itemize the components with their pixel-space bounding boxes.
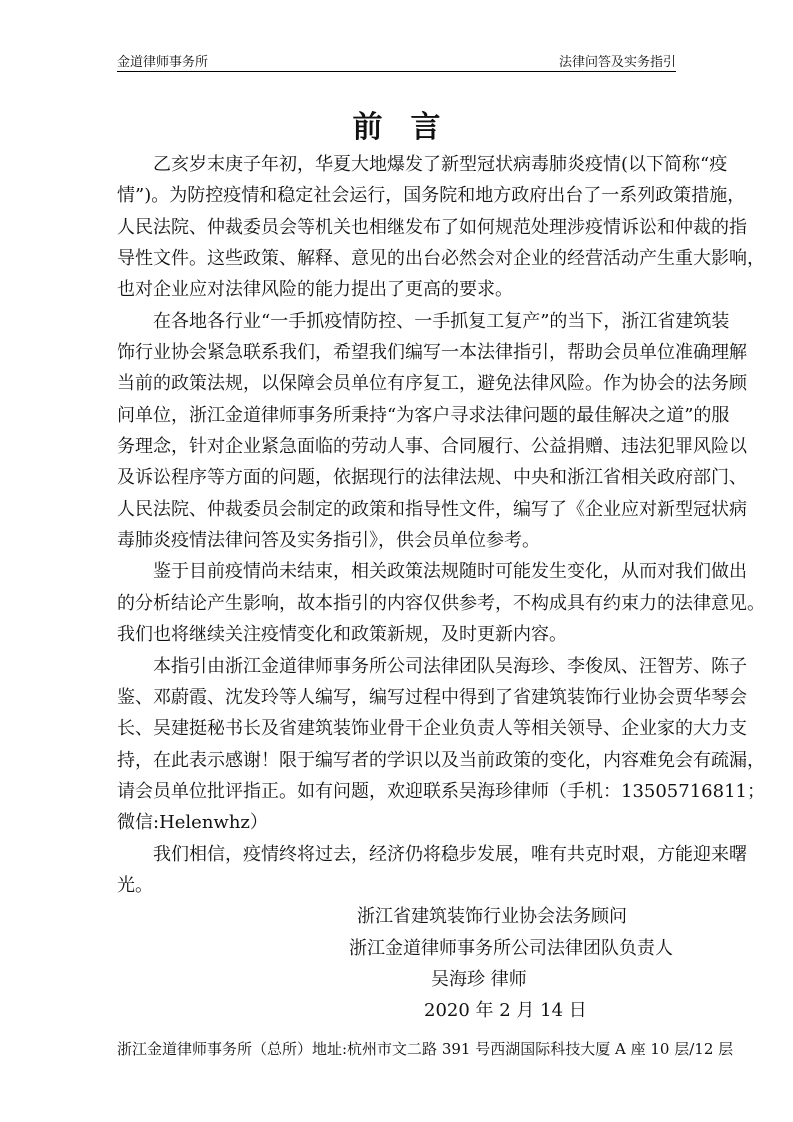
paragraph-line: 情”)。为防控疫情和稳定社会运行，国务院和地方政府出台了一系列政策措施， xyxy=(117,185,746,207)
paragraph xyxy=(117,556,765,650)
header-right: 法律问答及实务指引 xyxy=(558,55,676,70)
paragraph-line: 毒肺炎疫情法律问答及实务指引》，供会员单位参考。 xyxy=(117,530,540,552)
header-left: 金道律师事务所 xyxy=(117,55,209,70)
page-header xyxy=(117,52,676,72)
page-footer-address: 浙江金道律师事务所（总所）地址:杭州市文二路 391 号西湖国际科技大厦 A 座 10 层/12 层 xyxy=(117,1040,734,1058)
page-title: 前言 xyxy=(352,110,469,145)
paragraph xyxy=(117,839,747,902)
signature-date: 2020 年 2 月 14 日 xyxy=(424,1000,587,1022)
signature-name: 吴海珍 律师 xyxy=(431,968,527,990)
signature-team: 浙江金道律师事务所公司法律团队负责人 xyxy=(349,937,673,959)
paragraph-line: 人民法院、仲裁委员会制定的政策和指导性文件，编写了《企业应对新型冠状病 xyxy=(117,498,747,520)
paragraph-line: 问单位，浙江金道律师事务所秉持“为客户寻求法律问题的最佳解决之道”的服 xyxy=(117,404,730,426)
paragraph-line: 持，在此表示感谢！限于编写者的学识以及当前政策的变化，内容难免会有疏漏， xyxy=(117,749,765,771)
paragraph-line: 人民法院、仲裁委员会等机关也相继发布了如何规范处理涉疫情诉讼和仲裁的指 xyxy=(117,216,747,238)
paragraph-line: 我们也将继续关注疫情变化和政策新规，及时更新内容。 xyxy=(117,624,567,646)
paragraph-line: 饰行业协会紧急联系我们，希望我们编写一本法律指引，帮助会员单位准确理解 xyxy=(117,342,747,364)
document-body xyxy=(117,149,765,1027)
paragraph-line: 鉴于目前疫情尚未结束，相关政策法规随时可能发生变化，从而对我们做出 xyxy=(153,561,747,583)
paragraph-line: 乙亥岁末庚子年初，华夏大地爆发了新型冠状病毒肺炎疫情(以下简称“疫 xyxy=(153,154,728,175)
paragraph-line: 本指引由浙江金道律师事务所公司法律团队吴海珍、李俊凤、汪智芳、陈子 xyxy=(153,655,747,677)
paragraph-line: 导性文件。这些政策、解释、意见的出台必然会对企业的经营活动产生重大影响， xyxy=(117,248,765,270)
paragraph-line: 也对企业应对法律风险的能力提出了更高的要求。 xyxy=(117,279,513,301)
paragraph-line: 在各地各行业“一手抓疫情防控、一手抓复工复产”的当下，浙江省建筑装 xyxy=(153,310,730,332)
paragraph-line: 及诉讼程序等方面的问题，依据现行的法律法规、中央和浙江省相关政府部门、 xyxy=(117,467,747,489)
paragraph-line: 鉴、邓蔚霞、沈发玲等人编写，编写过程中得到了省建筑装饰行业协会贾华琴会 xyxy=(117,686,747,708)
paragraph-line: 当前的政策法规，以保障会员单位有序复工，避免法律风险。作为协会的法务顾 xyxy=(117,373,747,395)
paragraph xyxy=(117,306,747,557)
paragraph xyxy=(117,651,765,839)
paragraph-line: 长、吴建挺秘书长及省建筑装饰业骨干企业负责人等相关领导、企业家的大力支 xyxy=(117,718,747,740)
paragraph-line: 光。 xyxy=(117,874,153,896)
paragraph-line: 的分析结论产生影响，故本指引的内容仅供参考，不构成具有约束力的法律意见。 xyxy=(117,592,765,614)
paragraph-line: 务理念，针对企业紧急面临的劳动人事、合同履行、公益捐赠、违法犯罪风险以 xyxy=(117,436,747,458)
paragraph xyxy=(117,149,765,306)
paragraph-line: 微信:Helenwhz） xyxy=(117,812,268,834)
signature-org: 浙江省建筑装饰行业协会法务顾问 xyxy=(357,906,627,928)
paragraph-line: 我们相信，疫情终将过去，经济仍将稳步发展，唯有共克时艰，方能迎来曙 xyxy=(153,843,747,865)
paragraph-line: 请会员单位批评指正。如有问题，欢迎联系吴海珍律师（手机：13505716811； xyxy=(117,780,765,802)
